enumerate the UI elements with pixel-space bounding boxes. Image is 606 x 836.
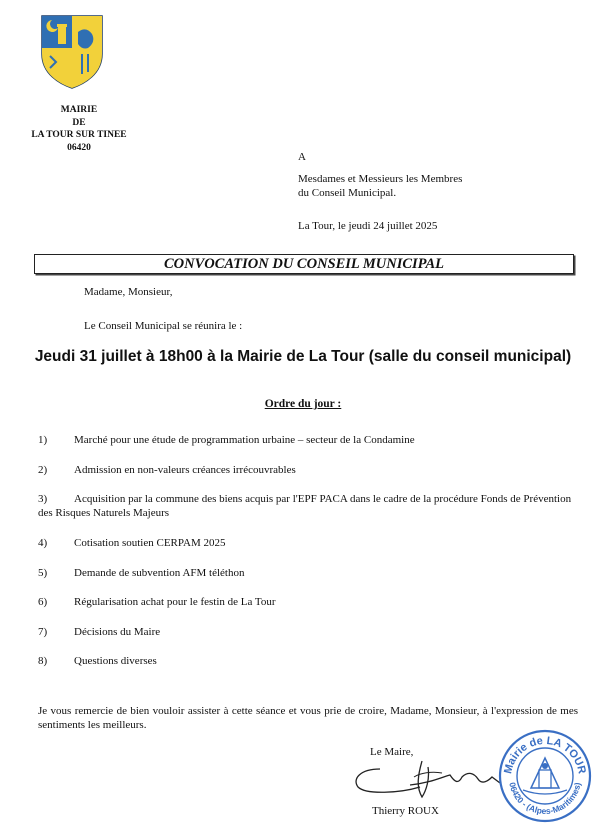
agenda-text: Cotisation soutien CERPAM 2025 [74,537,226,549]
sender-line: LA TOUR SUR TINEE [31,130,127,140]
agenda-item [38,434,578,448]
agenda-item [38,493,578,520]
stamp-bottom-text: 06420 - (Alpes-Maritimes) [507,781,583,817]
agenda-item [38,626,578,640]
sender-line: DE [72,117,86,128]
agenda-item [38,596,578,610]
recipient-line: du Conseil Municipal. [298,187,397,199]
agenda-item [38,464,578,478]
agenda-text: Marché pour une étude de programmation urbaine – secteur de la Condamine [74,434,415,446]
agenda-text: Régularisation achat pour le festin de La Tour [74,596,276,608]
sender-line: 06420 [67,142,91,153]
agenda-list [38,434,578,669]
agenda-text: Décisions du Maire [74,625,161,638]
intro-text: Le Conseil Municipal se réunira le : [84,320,243,332]
document-title: CONVOCATION DU CONSEIL MUNICIPAL [34,254,574,274]
agenda-number: 2) [38,463,48,476]
sender-address [8,104,150,154]
stamp-top-text: Mairie de LA TOUR [502,734,588,775]
agenda-number: 5) [38,566,48,579]
recipient-address [298,172,462,200]
meeting-datetime: Jeudi 31 juillet à 18h00 à la Mairie de La Tour (salle du conseil municipal) [34,348,572,365]
agenda-item [38,537,578,551]
mayor-label: Le Maire, [370,746,414,758]
agenda-text: Acquisition par la commune des biens acquis par l'EPF PACA dans le cadre de la procédure Fonds de Prévention des Risques Naturels Majeurs [38,493,572,519]
coat-of-arms-logo [40,14,104,90]
agenda-text: Questions diverses [74,655,157,667]
agenda-item [38,655,578,669]
date-line: La Tour, le jeudi 24 juillet 2025 [298,220,438,232]
official-stamp [497,728,593,824]
agenda-text: Admission en non-valeurs créances irrécouvrables [74,463,296,476]
sender-line: MAIRIE [60,105,98,115]
agenda-number: 7) [38,625,48,638]
agenda-number: 8) [38,655,48,667]
closing-paragraph: Je vous remercie de bien vouloir assister à cette séance et vous prie de croire, Madame, Monsieur, à l'expression de mes sentiments les meilleurs. [38,705,578,731]
agenda-number: 3) [38,493,48,505]
agenda-number: 6) [38,596,48,608]
recipient-prefix: A [298,151,306,163]
agenda-number: 4) [38,537,48,549]
agenda-heading: Ordre du jour : [264,398,342,410]
agenda-text: Demande de subvention AFM téléthon [74,566,245,579]
agenda-item [38,567,578,581]
agenda-number: 1) [38,434,48,446]
recipient-line: Mesdames et Messieurs les Membres [298,173,463,185]
greeting: Madame, Monsieur, [84,286,173,298]
mayor-name: Thierry ROUX [372,805,439,817]
